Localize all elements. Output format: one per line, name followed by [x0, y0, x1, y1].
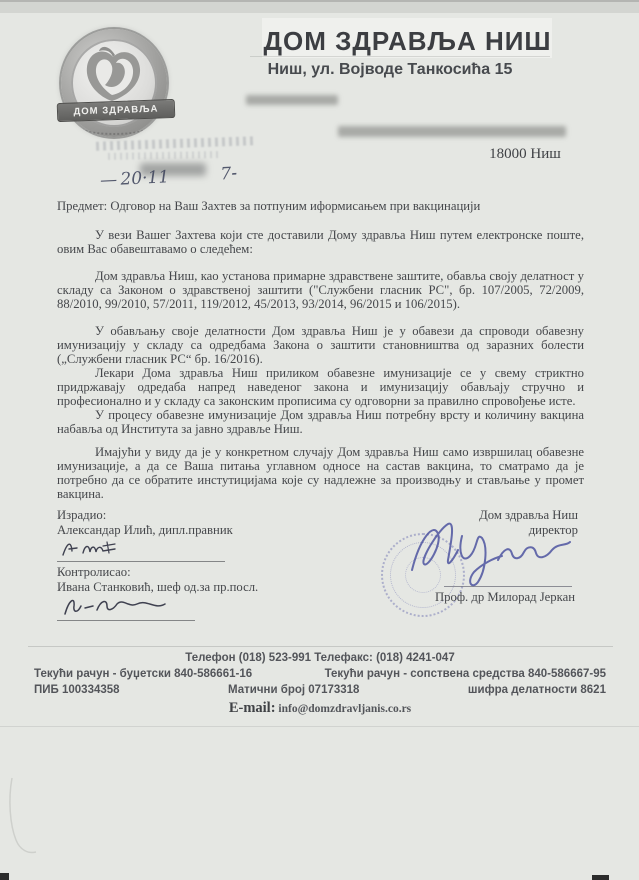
redacted-recipient-line	[246, 95, 338, 105]
signature-left-column	[57, 508, 337, 624]
org-address: Ниш, ул. Војводе Танкосића 15	[267, 61, 513, 78]
signature-line-1	[57, 561, 225, 562]
logo-under-arc	[83, 121, 145, 135]
logo-ribbon-label: ДОМ ЗДРАВЉА	[73, 103, 159, 118]
footer-account-own: Текући рачун - сопствена средства 840-586667-95	[324, 668, 606, 680]
org-title: ДОМ ЗДРАВЉА НИШ	[263, 26, 552, 56]
paragraph-3: У обављању своје делатности Дом здравља Ниш је у обавези да спроводи обавезну имунизацију у складу са одредбама Закона о заштити становништва од заразних болести („Службени гласник РС“ бр. 16/2016).	[57, 324, 584, 366]
pencil-smudge	[2, 770, 62, 870]
prepared-by: Александар Илић, дипл.правник	[57, 522, 233, 537]
redacted-address-line	[338, 126, 566, 137]
signature-line-director	[444, 586, 572, 587]
letter-body	[57, 199, 584, 501]
handwritten-tail: ˗	[230, 163, 239, 184]
footer-email-label: E-mail:	[228, 700, 276, 716]
paragraph-2: Дом здравља Ниш, као установа примарне здравствене заштите, обавља своју делатност у складу са Законом о здравственој заштити ("Службени гласник РС", бр. 107/2005, 72/2009, 88/2010, 99/2010, 57/2011, 119/2012, 45/2013, 93/2014, 96/2015 и 106/2015).	[57, 269, 584, 311]
signature-prepared	[57, 537, 207, 559]
scan-corner-mark-left	[0, 873, 9, 880]
org-name: Дом здравља Ниш	[479, 508, 578, 522]
paragraph-6: Имајући у виду да је у конкретном случају Дом здравља Ниш само извршилац обавезне имунизације, а да се Ваша питања углавном односе на састав вакцина, то сматрамо да је потребно да се обратите инстутицијама које су надлежне за производњу и стављање у промет вакцина.	[57, 445, 584, 501]
controlled-by: Ивана Станковић, шеф од.за пр.посл.	[57, 579, 259, 594]
paragraph-4: Лекари Дома здравља Ниш приликом обавезне имунизације се у свему стриктно придржавају одредаба напред наведеног закона и имунизацију обављају стручно и професионално и у складу са законским прописима су одговорни за правилно спровођење исте.	[57, 366, 584, 408]
controlled-label: Контролисао:	[57, 565, 131, 579]
footer-separator	[28, 646, 613, 647]
org-role: директор	[528, 522, 578, 537]
signature-line-2	[57, 620, 195, 621]
logo-ribbon	[57, 99, 176, 122]
scan-top-edge	[0, 0, 639, 2]
footer-activity-code: шифра делатности 8621	[467, 684, 606, 696]
postal-city: 18000 Ниш	[489, 146, 561, 162]
signature-controlled	[57, 594, 207, 618]
footer-phone-line: Телефон (018) 523-991 Телефакс: (018) 4241-047	[185, 652, 455, 664]
handwritten-date	[100, 159, 321, 190]
footer-registry-number: Матични број 07173318	[228, 684, 360, 696]
org-logo	[57, 27, 173, 145]
footer	[30, 651, 610, 717]
faded-stamp-text-2	[108, 151, 218, 160]
handwritten-dash: —	[99, 169, 116, 191]
director-name: Проф. др Милорад Јеркан	[434, 590, 576, 604]
paragraph-5: У процесу обавезне имунизације Дом здравља Ниш потребну врсту и количину вакцина набавља од Института за јавно здравље Ниш.	[57, 408, 584, 436]
scan-corner-mark-right	[592, 875, 609, 880]
footer-account-budget: Текући рачун - буџетски 840-586661-16	[34, 668, 253, 680]
footer-pib: ПИБ 100334358	[34, 684, 120, 696]
scan-artifact-line-bottom	[0, 726, 639, 727]
handwritten-date-right: 7	[219, 163, 232, 185]
signature-director	[398, 512, 578, 590]
footer-email-address: info@domzdravljanis.co.rs	[278, 703, 412, 715]
paragraph-1: У вези Вашег Захтева који сте доставили Дому здравља Ниш путем електронске поште, овим Вас обавештавамо о следећем:	[57, 228, 584, 256]
prepared-label: Израдио:	[57, 508, 107, 522]
apple-icon	[79, 43, 149, 105]
subject-line: Предмет: Одговор на Ваш Захтев за потпуним иформисањем при вакцинацији	[57, 199, 481, 213]
handwritten-date-left: 20·11	[120, 167, 170, 190]
